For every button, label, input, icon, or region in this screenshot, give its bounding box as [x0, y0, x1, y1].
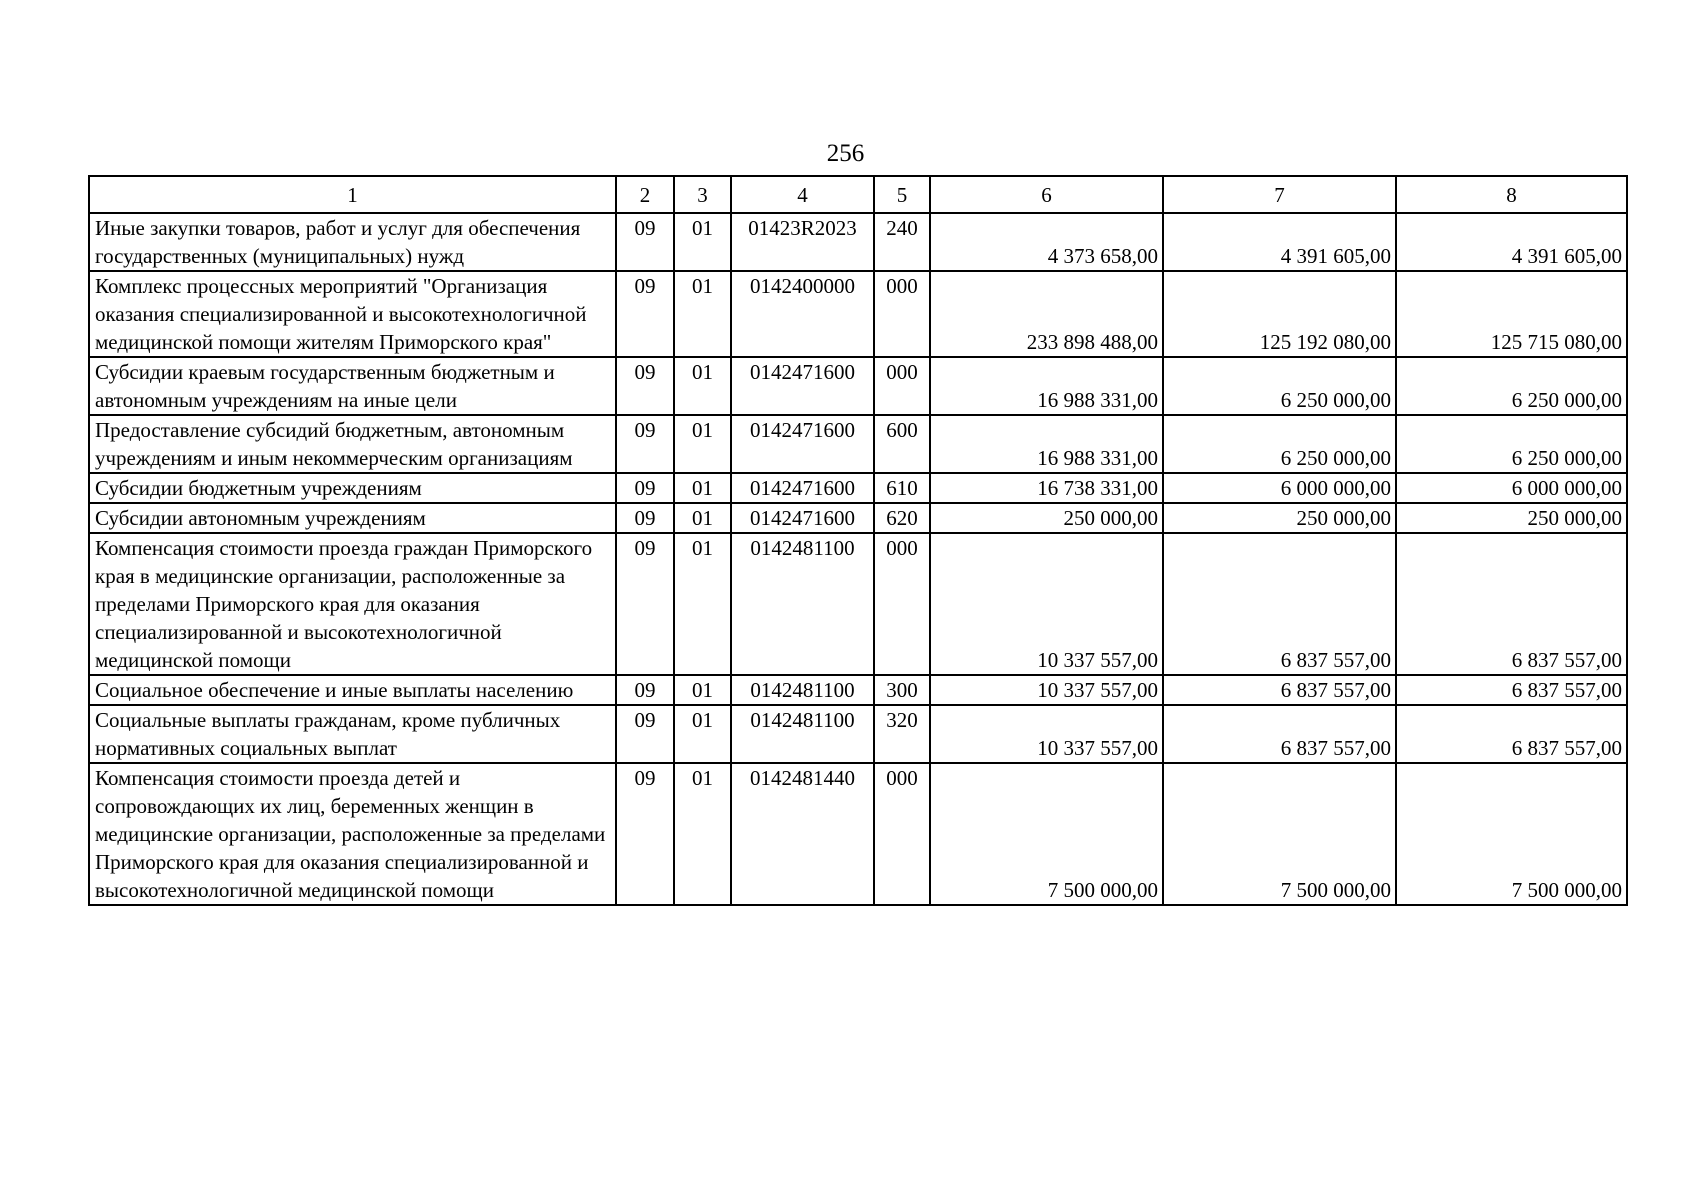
- row-target-article-cell: 0142471600: [731, 503, 874, 533]
- row-section-cell: 09: [616, 473, 674, 503]
- row-amount-col8-cell: 7 500 000,00: [1396, 763, 1627, 905]
- row-amount-col6-cell: 16 988 331,00: [930, 415, 1163, 473]
- row-amount-col6-cell: 10 337 557,00: [930, 705, 1163, 763]
- table-row: [89, 763, 1627, 905]
- row-amount-col7-cell: 6 250 000,00: [1163, 415, 1396, 473]
- row-amount-col7-cell: 6 837 557,00: [1163, 533, 1396, 675]
- row-name-cell: Компенсация стоимости проезда детей и сопровождающих их лиц, беременных женщин в медицинские организации, расположенные за пределами Приморского края для оказания специализированной и высокотехнологичной медицинской помощи: [89, 763, 616, 905]
- row-amount-col7-cell: 6 250 000,00: [1163, 357, 1396, 415]
- header-cell: 5: [874, 176, 930, 213]
- row-amount-col8-cell: 6 000 000,00: [1396, 473, 1627, 503]
- row-name-cell: Комплекс процессных мероприятий "Организация оказания специализированной и высокотехнологичной медицинской помощи жителям Приморского края": [89, 271, 616, 357]
- row-amount-col8-cell: 6 250 000,00: [1396, 415, 1627, 473]
- row-name-cell: Предоставление субсидий бюджетным, автономным учреждениям и иным некоммерческим организациям: [89, 415, 616, 473]
- header-cell: 8: [1396, 176, 1627, 213]
- row-expense-type-cell: 320: [874, 705, 930, 763]
- row-amount-col7-cell: 125 192 080,00: [1163, 271, 1396, 357]
- row-amount-col6-cell: 16 988 331,00: [930, 357, 1163, 415]
- row-target-article-cell: 0142481100: [731, 675, 874, 705]
- row-target-article-cell: 0142481100: [731, 705, 874, 763]
- row-expense-type-cell: 000: [874, 763, 930, 905]
- row-amount-col8-cell: 6 837 557,00: [1396, 675, 1627, 705]
- row-amount-col7-cell: 6 837 557,00: [1163, 675, 1396, 705]
- row-amount-col7-cell: 250 000,00: [1163, 503, 1396, 533]
- row-amount-col8-cell: 4 391 605,00: [1396, 213, 1627, 271]
- table-row: [89, 473, 1627, 503]
- row-target-article-cell: 0142471600: [731, 415, 874, 473]
- row-amount-col8-cell: 6 837 557,00: [1396, 705, 1627, 763]
- row-amount-col8-cell: 6 250 000,00: [1396, 357, 1627, 415]
- row-target-article-cell: 0142481100: [731, 533, 874, 675]
- header-cell: 2: [616, 176, 674, 213]
- row-amount-col7-cell: 7 500 000,00: [1163, 763, 1396, 905]
- row-target-article-cell: 0142400000: [731, 271, 874, 357]
- row-section-cell: 09: [616, 503, 674, 533]
- header-cell: 4: [731, 176, 874, 213]
- row-amount-col8-cell: 6 837 557,00: [1396, 533, 1627, 675]
- table-row: [89, 503, 1627, 533]
- row-section-cell: 09: [616, 271, 674, 357]
- row-section-cell: 09: [616, 675, 674, 705]
- row-amount-col7-cell: 6 837 557,00: [1163, 705, 1396, 763]
- row-subsection-cell: 01: [674, 675, 731, 705]
- row-name-cell: Иные закупки товаров, работ и услуг для обеспечения государственных (муниципальных) нужд: [89, 213, 616, 271]
- row-amount-col6-cell: 10 337 557,00: [930, 675, 1163, 705]
- row-name-cell: Социальные выплаты гражданам, кроме публичных нормативных социальных выплат: [89, 705, 616, 763]
- row-target-article-cell: 0142471600: [731, 473, 874, 503]
- page-number: 256: [826, 140, 865, 167]
- row-expense-type-cell: 000: [874, 271, 930, 357]
- row-name-cell: Социальное обеспечение и иные выплаты населению: [89, 675, 616, 705]
- row-target-article-cell: 01423R2023: [731, 213, 874, 271]
- header-row: [89, 176, 1627, 213]
- row-name-cell: Компенсация стоимости проезда граждан Приморского края в медицинские организации, расположенные за пределами Приморского края для оказания специализированной и высокотехнологичной медицинской помощи: [89, 533, 616, 675]
- row-name-cell: Субсидии бюджетным учреждениям: [89, 473, 616, 503]
- row-section-cell: 09: [616, 763, 674, 905]
- row-amount-col7-cell: 4 391 605,00: [1163, 213, 1396, 271]
- row-subsection-cell: 01: [674, 473, 731, 503]
- row-name-cell: Субсидии краевым государственным бюджетным и автономным учреждениям на иные цели: [89, 357, 616, 415]
- row-amount-col8-cell: 125 715 080,00: [1396, 271, 1627, 357]
- row-name-cell: Субсидии автономным учреждениям: [89, 503, 616, 533]
- row-expense-type-cell: 000: [874, 357, 930, 415]
- row-expense-type-cell: 600: [874, 415, 930, 473]
- table-row: [89, 213, 1627, 271]
- row-subsection-cell: 01: [674, 763, 731, 905]
- row-subsection-cell: 01: [674, 213, 731, 271]
- row-target-article-cell: 0142471600: [731, 357, 874, 415]
- row-expense-type-cell: 000: [874, 533, 930, 675]
- row-amount-col6-cell: 250 000,00: [930, 503, 1163, 533]
- row-expense-type-cell: 240: [874, 213, 930, 271]
- table-row: [89, 533, 1627, 675]
- row-subsection-cell: 01: [674, 533, 731, 675]
- row-section-cell: 09: [616, 357, 674, 415]
- header-cell: 7: [1163, 176, 1396, 213]
- row-subsection-cell: 01: [674, 503, 731, 533]
- table-row: [89, 675, 1627, 705]
- row-subsection-cell: 01: [674, 357, 731, 415]
- table-row: [89, 357, 1627, 415]
- row-section-cell: 09: [616, 213, 674, 271]
- row-amount-col6-cell: 10 337 557,00: [930, 533, 1163, 675]
- row-subsection-cell: 01: [674, 415, 731, 473]
- row-amount-col8-cell: 250 000,00: [1396, 503, 1627, 533]
- table-row: [89, 705, 1627, 763]
- header-cell: 1: [89, 176, 616, 213]
- row-amount-col7-cell: 6 000 000,00: [1163, 473, 1396, 503]
- row-expense-type-cell: 620: [874, 503, 930, 533]
- row-section-cell: 09: [616, 533, 674, 675]
- row-amount-col6-cell: 233 898 488,00: [930, 271, 1163, 357]
- row-expense-type-cell: 610: [874, 473, 930, 503]
- row-target-article-cell: 0142481440: [731, 763, 874, 905]
- row-subsection-cell: 01: [674, 705, 731, 763]
- budget-table: [88, 175, 1628, 906]
- row-section-cell: 09: [616, 705, 674, 763]
- row-amount-col6-cell: 16 738 331,00: [930, 473, 1163, 503]
- header-cell: 3: [674, 176, 731, 213]
- row-amount-col6-cell: 7 500 000,00: [930, 763, 1163, 905]
- row-amount-col6-cell: 4 373 658,00: [930, 213, 1163, 271]
- header-cell: 6: [930, 176, 1163, 213]
- row-expense-type-cell: 300: [874, 675, 930, 705]
- table-row: [89, 271, 1627, 357]
- row-subsection-cell: 01: [674, 271, 731, 357]
- row-section-cell: 09: [616, 415, 674, 473]
- table-row: [89, 415, 1627, 473]
